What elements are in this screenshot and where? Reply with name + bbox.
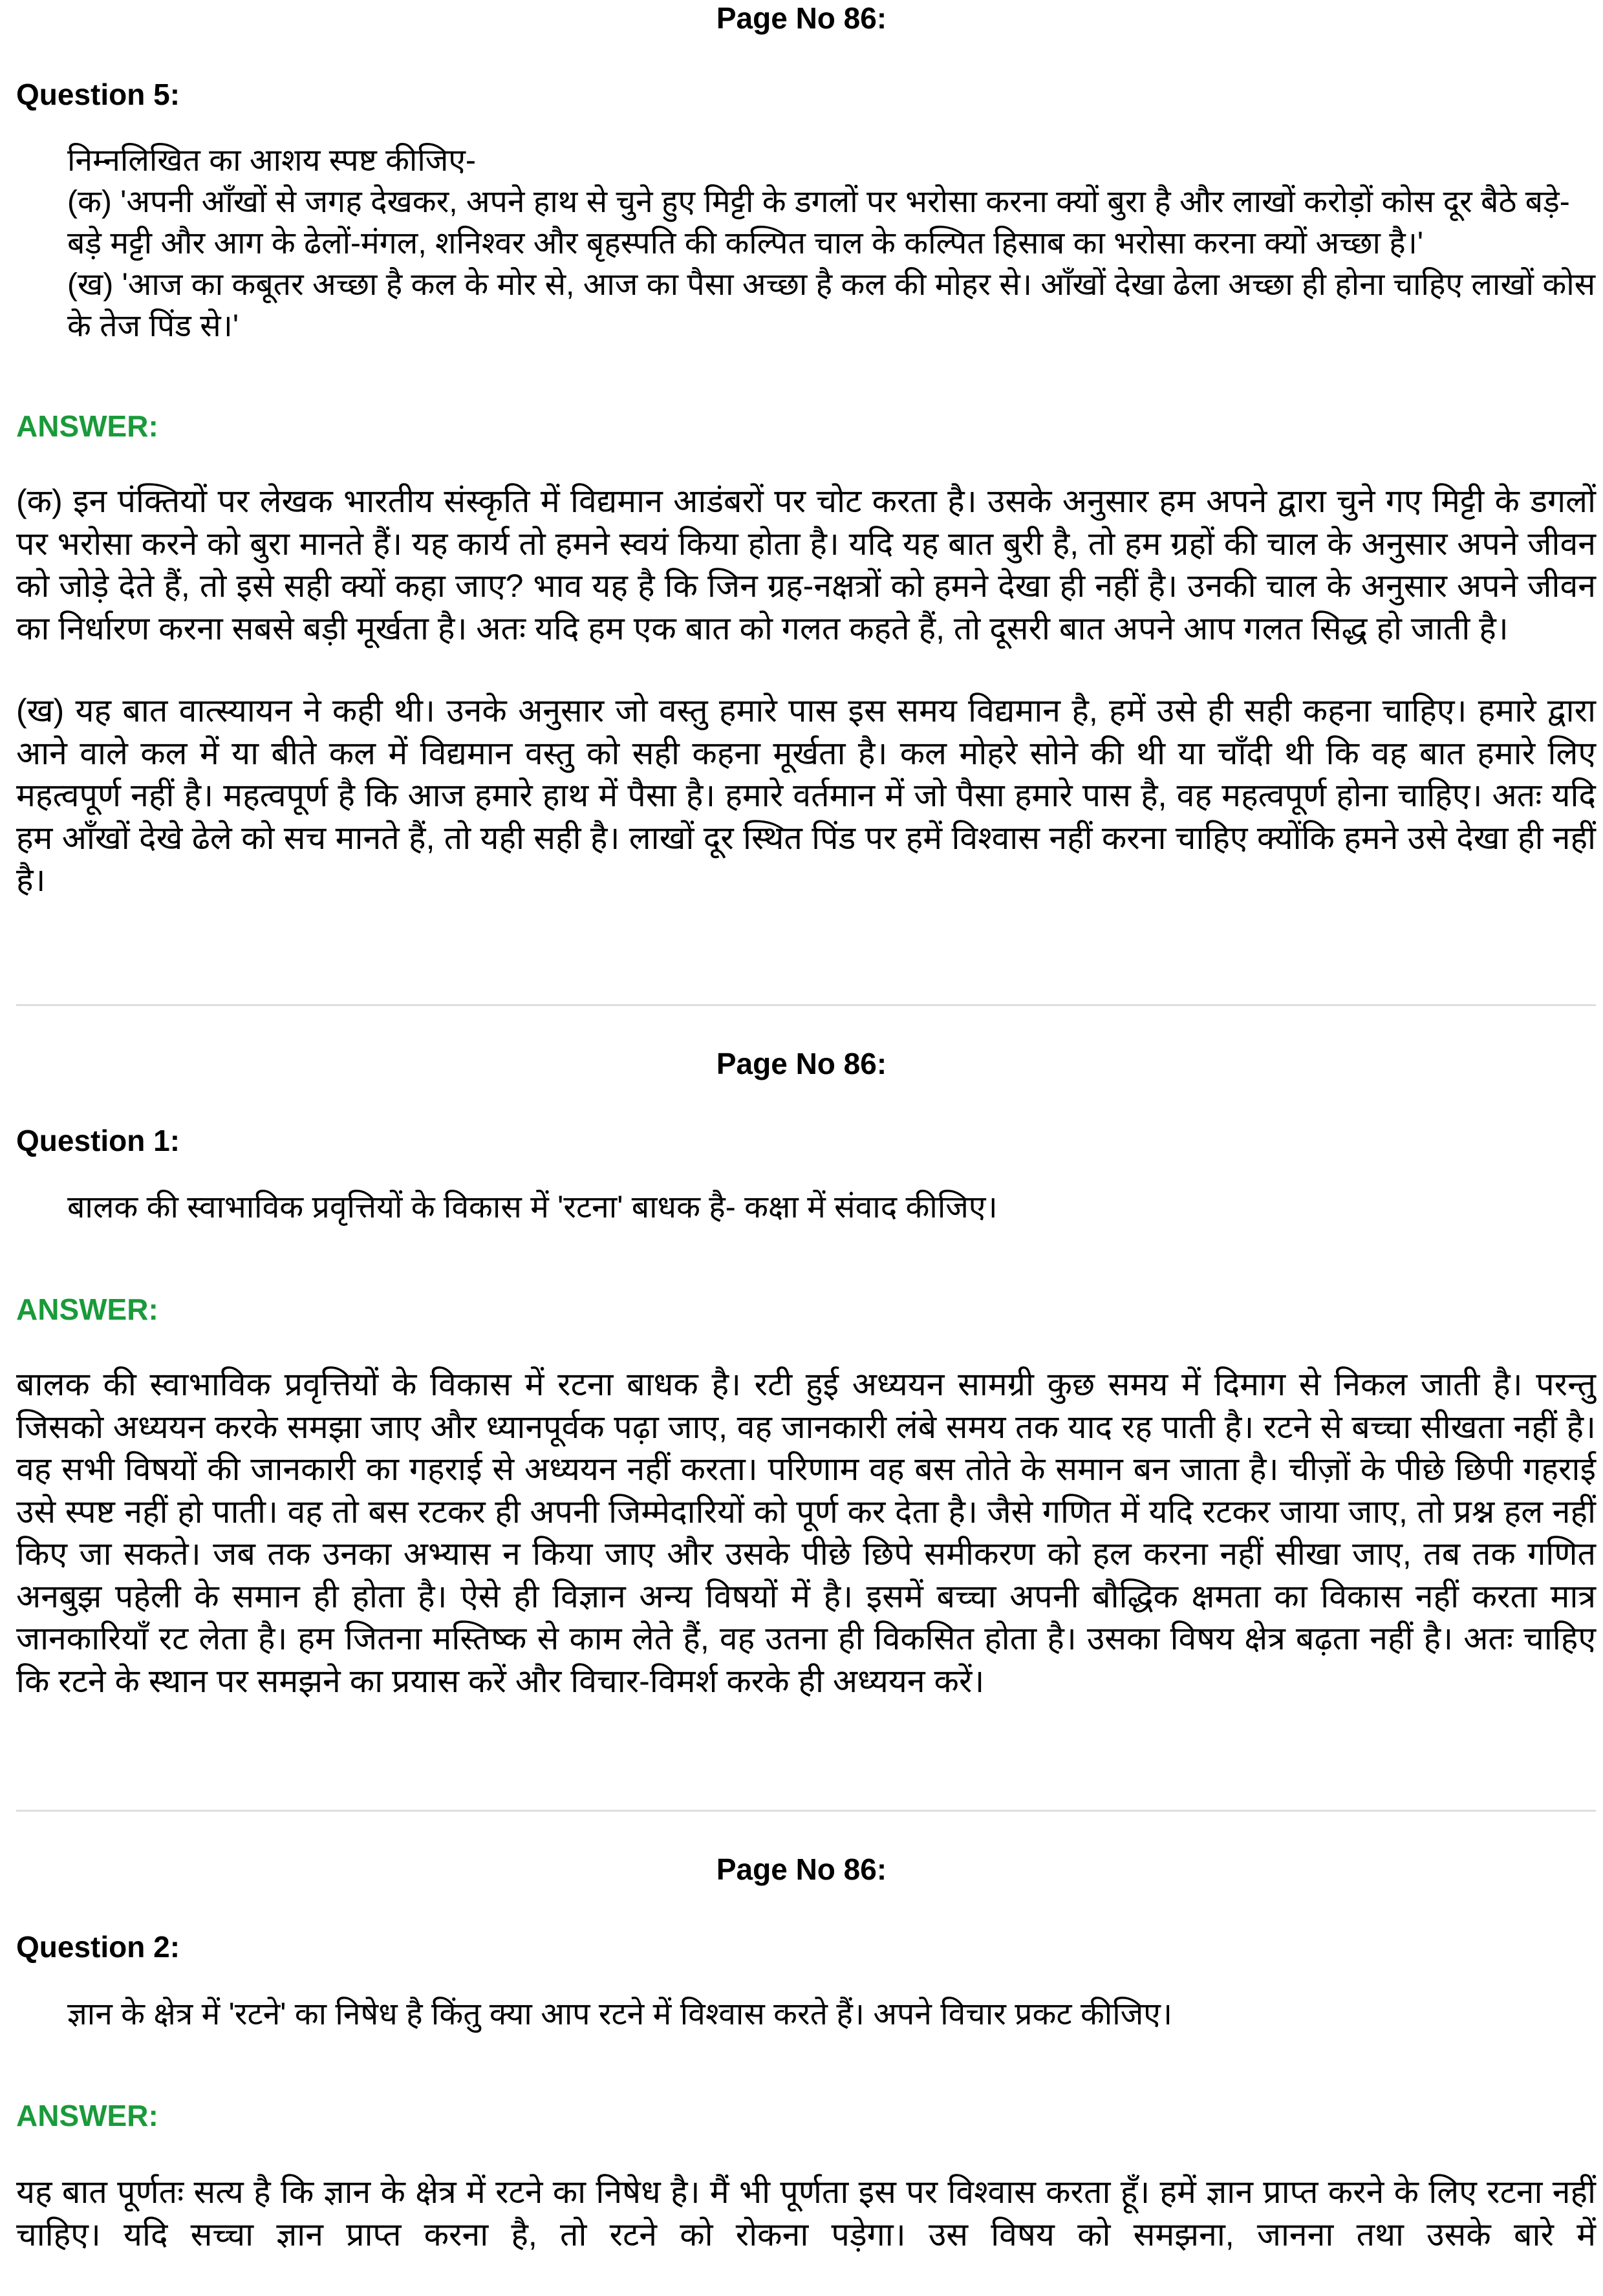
answer-paragraph: (ख) यह बात वात्स्यायन ने कही थी। उनके अनुसार जो वस्तु हमारे पास इस समय विद्यमान है, हमें उसे ही सही कहना चाहिए। हमारे द्वारा आने वाले कल में या बीते कल में विद्यमान वस्तु को सही कहना मूर्खता है। कल मोहरे सोने की थी या चाँदी थी कि वह बात हमारे लिए महत्वपूर्ण नहीं है। महत्वपूर्ण है कि आज हमारे हाथ में पैसा है। हमारे वर्तमान में जो पैसा हमारे पास है, वह महत्वपूर्ण होना चाहिए। अतः यदि हम आँखों देखे ढेले को सच मानते हैं, तो यही सही है। लाखों दूर स्थित पिंड पर हमें विश्वास नहीं करना चाहिए क्योंकि हमने उसे देखा ही नहीं है।: [16, 692, 1596, 898]
question-label: Question 5:: [16, 78, 180, 111]
question-label: Question 1:: [16, 1124, 180, 1157]
answer-text: [16, 480, 1596, 942]
answer-label: ANSWER:: [16, 409, 158, 443]
answer-text: [16, 2171, 1596, 2296]
answer-paragraph: (क) इन पंक्तियों पर लेखक भारतीय संस्कृति में विद्यमान आडंबरों पर चोट करता है। उसके अनुसार हम अपने द्वारा चुने गए मिट्टी के डगलों पर भरोसा करने को बुरा मानते हैं। यह कार्य तो हमने स्वयं किया होता है। यदि यह बात बुरी है, तो हम ग्रहों की चाल के अनुसार अपने जीवन को जोड़े देते हैं, तो इसे सही क्यों कहा जाए? भाव यह है कि जिन ग्रह-नक्षत्रों को हमने देखा ही नहीं है। उनकी चाल के अनुसार अपने जीवन का निर्धारण करना सबसे बड़ी मूर्खता है। अतः यदि हम एक बात को गलत कहते हैं, तो दूसरी बात अपने आप गलत सिद्ध हो जाती है।: [16, 483, 1596, 647]
answer-label: ANSWER:: [16, 2099, 158, 2132]
question-line: (क) 'अपनी आँखों से जगह देखकर, अपने हाथ से चुने हुए मिट्टी के डगलों पर भरोसा करना क्यों बुरा है और लाखों करोड़ों कोस दूर बैठे बड़े-बड़े मट्टी और आग के ढेलों-मंगल, शनिश्वर और बृहस्पति की कल्पित चाल के कल्पित हिसाब का भरोसा करना क्यों अच्छा है।': [67, 185, 1570, 261]
question-line: बालक की स्वाभाविक प्रवृत्तियों के विकास में 'रटना' बाधक है- कक्षा में संवाद कीजिए।: [67, 1190, 998, 1225]
answer-label: ANSWER:: [16, 1293, 158, 1326]
divider: [16, 1810, 1596, 1812]
page-heading: Page No 86:: [716, 1047, 887, 1080]
question-line: ज्ञान के क्षेत्र में 'रटने' का निषेध है किंतु क्या आप रटने में विश्वास करते हैं। अपने विचार प्रकट कीजिए।: [67, 1997, 1173, 2032]
page-heading: Page No 86:: [716, 1, 887, 35]
answer-paragraph: बालक की स्वाभाविक प्रवृत्तियों के विकास में रटना बाधक है। रटी हुई अध्ययन सामग्री कुछ समय में दिमाग से निकल जाती है। परन्तु जिसको अध्ययन करके समझा जाए और ध्यानपूर्वक पढ़ा जाए, वह जानकारी लंबे समय तक याद रह पाती है। रटने से बच्चा सीखता नहीं है। वह सभी विषयों की जानकारी का गहराई से अध्ययन नहीं करता। परिणाम वह बस तोते के समान बन जाता है। चीज़ों के पीछे छिपी गहराई उसे स्पष्ट नहीं हो पाती। वह तो बस रटकर ही अपनी जिम्मेदारियों को पूर्ण कर देता है। जैसे गणित में यदि रटकर जाया जाए, तो प्रश्न हल नहीं किए जा सकते। जब तक उनका अभ्यास न किया जाए और उसके पीछे छिपे समीकरण को हल करना नहीं सीखा जाए, तब तक गणित अनबुझ पहेली के समान ही होता है। ऐसे ही विज्ञान अन्य विषयों में है। इसमें बच्चा अपनी बौद्धिक क्षमता का विकास नहीं करता मात्र जानकारियाँ रट लेता है। हम जितना मस्तिष्क से काम लेते हैं, वह उतना ही विकसित होता है। उसका विषय क्षेत्र बढ़ता नहीं है। अतः चाहिए कि रटने के स्थान पर समझने का प्रयास करें और विचार-विमर्श करके ही अध्ययन करें।: [16, 1366, 1596, 1699]
question-line: (ख) 'आज का कबूतर अच्छा है कल के मोर से, आज का पैसा अच्छा है कल की मोहर से। आँखों देखा ढेला अच्छा ही होना चाहिए लाखों कोस के तेज पिंड से।': [67, 268, 1596, 343]
question-label: Question 2:: [16, 1930, 180, 1964]
divider: [16, 1004, 1596, 1006]
page-heading: Page No 86:: [716, 1852, 887, 1886]
answer-paragraph: यह बात पूर्णतः सत्य है कि ज्ञान के क्षेत्र में रटने का निषेध है। मैं भी पूर्णता इस पर विश्वास करता हूँ। हमें ज्ञान प्राप्त करने के लिए रटना नहीं चाहिए। यदि सच्चा ज्ञान प्राप्त करना है, तो रटने को रोकना पड़ेगा। उस विषय को समझना, जानना तथा उसके बारे में: [16, 2174, 1596, 2253]
question-line: निम्नलिखित का आशय स्पष्ट कीजिए-: [67, 144, 476, 178]
answer-text: [16, 1364, 1596, 1743]
question-text: [67, 140, 1596, 347]
question-text: [67, 1994, 1596, 2035]
question-text: [67, 1187, 1596, 1228]
